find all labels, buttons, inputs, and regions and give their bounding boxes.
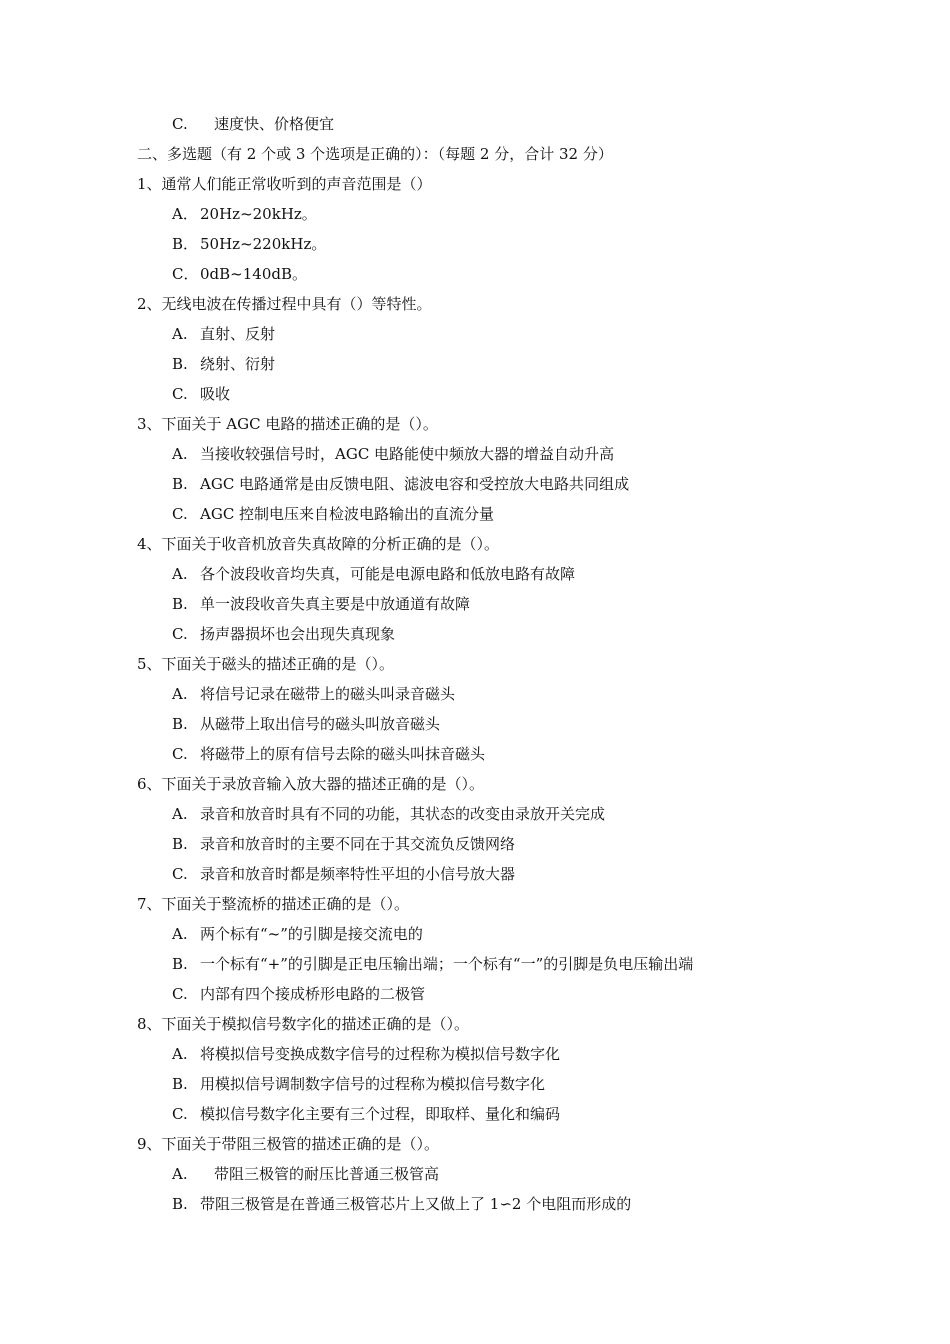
option-text: 录音和放音时具有不同的功能，其状态的改变由录放开关完成	[200, 805, 606, 823]
question-stem: 2、无线电波在传播过程中具有（）等特性。	[137, 295, 432, 313]
option-label: A.	[172, 685, 188, 703]
question-stem: 5、下面关于磁头的描述正确的是（）。	[137, 655, 395, 673]
question-stem: 9、下面关于带阻三极管的描述正确的是（）。	[137, 1135, 440, 1153]
question-stem: 7、下面关于整流桥的描述正确的是（）。	[137, 895, 410, 913]
option-line	[172, 234, 326, 254]
option-label: C.	[172, 505, 188, 523]
option-label: A.	[172, 445, 188, 463]
option-label: A．	[172, 205, 198, 223]
option-line	[172, 444, 614, 464]
option-line	[172, 684, 455, 704]
option-text: 将信号记录在磁带上的磁头叫录音磁头	[200, 685, 456, 703]
option-line	[172, 864, 515, 884]
option-label: B.	[172, 955, 188, 973]
option-line	[172, 264, 307, 284]
option-text: 扬声器损坏也会出现失真现象	[200, 625, 396, 643]
option-text: 两个标有“~”的引脚是接交流电的	[200, 925, 423, 943]
option-text: AGC 电路通常是由反馈电阻、滤波电容和受控放大电路共同组成	[200, 475, 630, 493]
option-line	[172, 504, 494, 524]
option-label: A.	[172, 1165, 188, 1183]
option-label: A.	[172, 565, 188, 583]
option-line	[172, 714, 440, 734]
option-text: 直射、反射	[200, 325, 276, 343]
option-label: B.	[172, 595, 188, 613]
section-heading: 二、多选题（有 2 个或 3 个选项是正确的）：（每题 2 分，合计 32 分）	[137, 145, 613, 163]
option-text: 用模拟信号调制数字信号的过程称为模拟信号数字化	[200, 1075, 546, 1093]
option-text: 0dB~140dB。	[200, 265, 307, 283]
option-text: 将磁带上的原有信号去除的磁头叫抹音磁头	[200, 745, 486, 763]
option-text: 速度快、价格便宜	[214, 115, 335, 133]
option-text: 各个波段收音均失真，可能是电源电路和低放电路有故障	[200, 565, 576, 583]
option-line	[172, 1104, 560, 1124]
option-text: 内部有四个接成桥形电路的二极管	[200, 985, 426, 1003]
option-text: 带阻三极管是在普通三极管芯片上又做上了 1∽2 个电阻而形成的	[200, 1195, 632, 1213]
option-text: 从磁带上取出信号的磁头叫放音磁头	[200, 715, 441, 733]
option-text: 录音和放音时都是频率特性平坦的小信号放大器	[200, 865, 516, 883]
option-label: B.	[172, 355, 188, 373]
option-text: 录音和放音时的主要不同在于其交流负反馈网络	[200, 835, 516, 853]
option-line	[172, 834, 515, 854]
option-text: 模拟信号数字化主要有三个过程，即取样、量化和编码	[200, 1105, 561, 1123]
option-text: 绕射、衍射	[200, 355, 276, 373]
option-text: 当接收较强信号时，AGC 电路能使中频放大器的增益自动升高	[200, 445, 615, 463]
option-line	[172, 384, 230, 404]
option-text: 吸收	[200, 385, 231, 403]
option-text: 带阻三极管的耐压比普通三极管高	[214, 1165, 440, 1183]
option-line	[172, 324, 275, 344]
option-line	[172, 924, 423, 944]
option-line	[172, 594, 470, 614]
option-line	[172, 564, 575, 584]
option-label: C.	[172, 385, 188, 403]
option-label: B.	[172, 1195, 188, 1213]
option-line	[172, 1194, 631, 1214]
option-label: C．	[172, 265, 199, 283]
option-label: A.	[172, 1045, 188, 1063]
option-label: C.	[172, 745, 188, 763]
option-line	[172, 204, 317, 224]
option-label: B.	[172, 475, 188, 493]
question-stem: 1、通常人们能正常收听到的声音范围是（）	[137, 175, 432, 193]
top-option-c	[172, 114, 334, 134]
option-line	[172, 804, 605, 824]
option-label: A.	[172, 925, 188, 943]
option-text: 单一波段收音失真主要是中放通道有故障	[200, 595, 471, 613]
option-label: B.	[172, 835, 188, 853]
option-text: AGC 控制电压来自检波电路输出的直流分量	[200, 505, 495, 523]
option-line	[172, 984, 425, 1004]
option-label: B.	[172, 1075, 188, 1093]
option-label: B．	[172, 235, 199, 253]
option-line	[172, 354, 275, 374]
option-label: C.	[172, 985, 188, 1003]
option-label: C.	[172, 625, 188, 643]
option-line	[172, 624, 395, 644]
option-label: C.	[172, 115, 188, 133]
question-stem: 8、下面关于模拟信号数字化的描述正确的是（）。	[137, 1015, 470, 1033]
option-text: 一个标有“+”的引脚是正电压输出端；一个标有“一”的引脚是负电压输出端	[200, 955, 694, 973]
question-stem: 3、下面关于 AGC 电路的描述正确的是（）。	[137, 415, 438, 433]
option-line	[172, 744, 485, 764]
option-text: 20Hz~20kHz。	[200, 205, 317, 223]
option-line	[172, 1044, 560, 1064]
option-line	[172, 954, 693, 974]
option-line	[172, 1074, 545, 1094]
option-label: B.	[172, 715, 188, 733]
question-stem: 6、下面关于录放音输入放大器的描述正确的是（）。	[137, 775, 485, 793]
option-text: 将模拟信号变换成数字信号的过程称为模拟信号数字化	[200, 1045, 561, 1063]
option-label: A.	[172, 805, 188, 823]
option-text: 50Hz~220kHz。	[200, 235, 327, 253]
question-stem: 4、下面关于收音机放音失真故障的分析正确的是（）。	[137, 535, 500, 553]
option-label: C.	[172, 1105, 188, 1123]
option-line	[172, 474, 629, 494]
option-line	[172, 1164, 439, 1184]
option-label: A.	[172, 325, 188, 343]
option-label: C.	[172, 865, 188, 883]
